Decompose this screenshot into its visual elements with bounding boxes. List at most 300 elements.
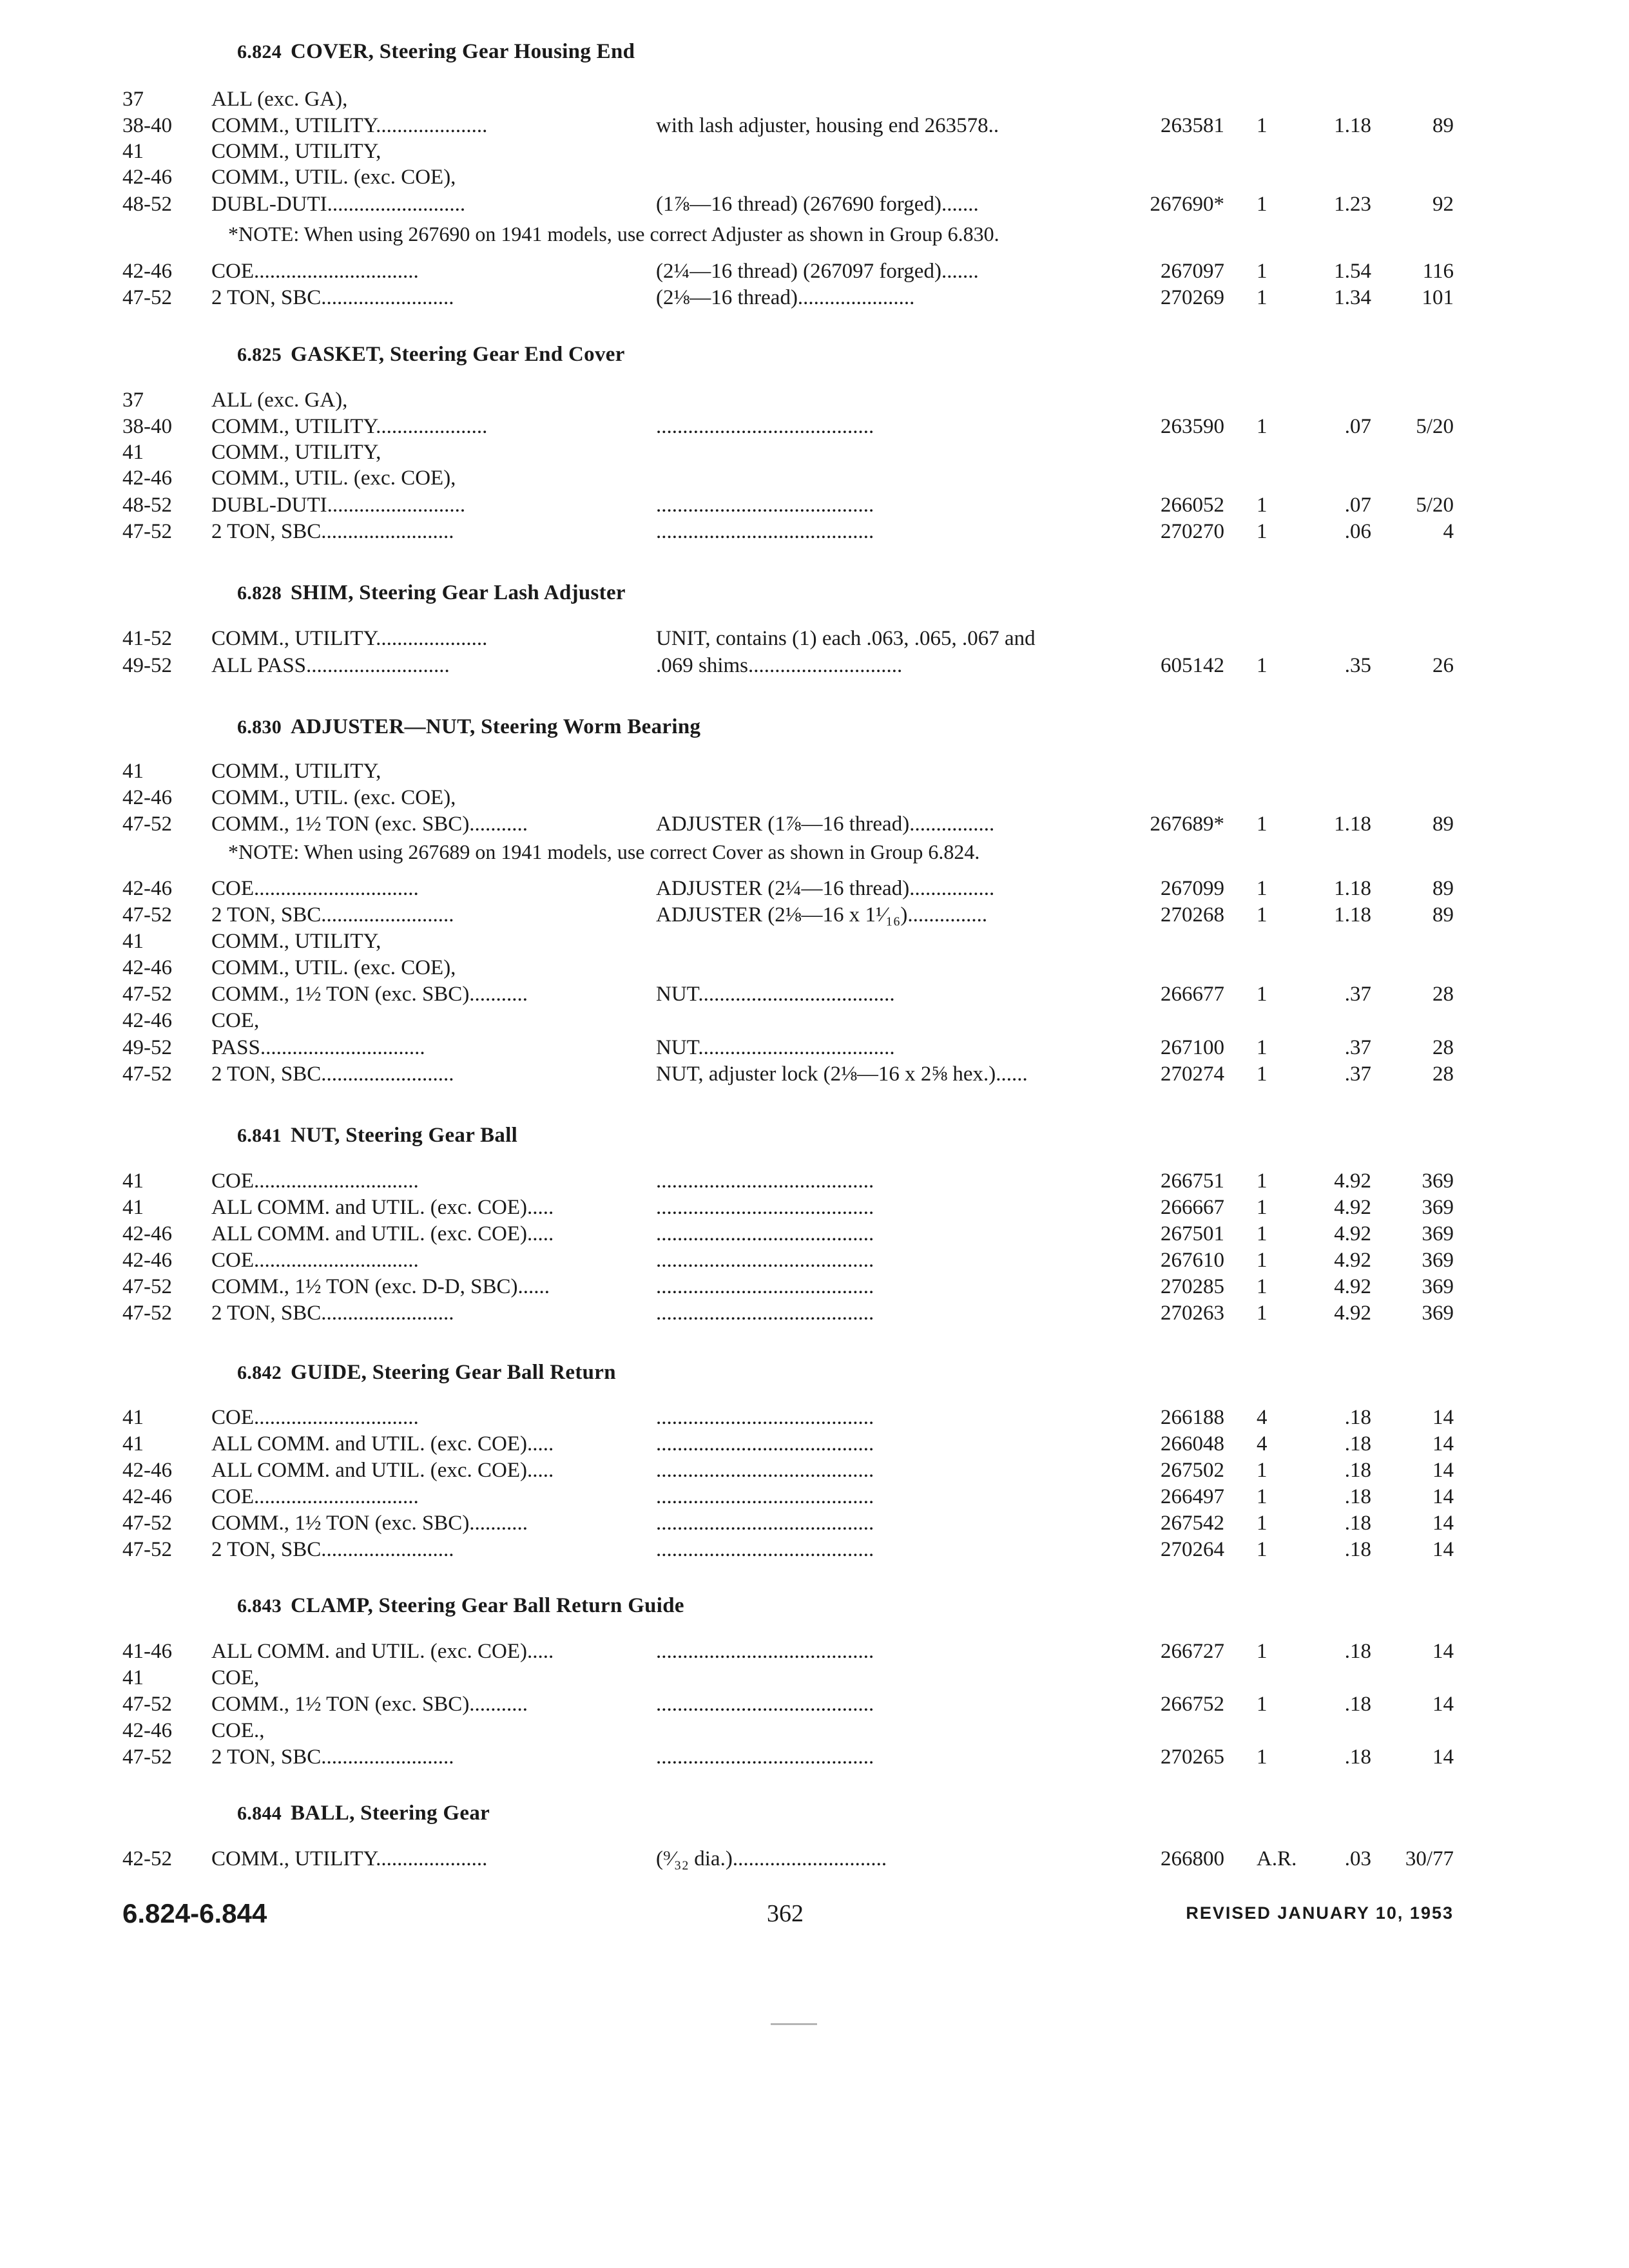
footer-revision-date: REVISED JANUARY 10, 1953	[1186, 1903, 1454, 1923]
weight-cell: 28	[1432, 1062, 1454, 1086]
model-cell: COMM., 1½ TON (exc. SBC)...........	[211, 983, 528, 1006]
price-cell: 1.18	[1334, 903, 1371, 927]
section-title: GASKET, Steering Gear End Cover	[291, 343, 625, 366]
quantity-cell: 1	[1257, 1036, 1268, 1059]
model-cell: COE,	[211, 1666, 260, 1689]
price-cell: 4.92	[1334, 1302, 1371, 1325]
weight-cell: 101	[1422, 286, 1454, 309]
parts-row	[0, 191, 1629, 218]
part-number-cell: 267099	[1161, 877, 1224, 900]
footer-page-number: 362	[767, 1900, 804, 1927]
section-heading	[237, 715, 700, 739]
part-number-cell: 270274	[1161, 1062, 1224, 1086]
quantity-cell: 1	[1257, 903, 1268, 927]
model-year-cell: 41	[122, 760, 144, 783]
quantity-cell: 1	[1257, 1459, 1268, 1482]
quantity-cell: 1	[1257, 1485, 1268, 1508]
description-cell: .069 shims.............................	[656, 654, 903, 677]
part-number-cell: 267690*	[1150, 193, 1224, 216]
parts-row	[0, 1536, 1629, 1563]
model-year-cell: 42-46	[122, 786, 172, 809]
parts-row	[0, 928, 1629, 955]
model-cell: COMM., UTIL. (exc. COE),	[211, 956, 456, 979]
model-year-cell: 42-46	[122, 1222, 172, 1245]
section-title: ADJUSTER—NUT, Steering Worm Bearing	[291, 715, 701, 738]
parts-row	[0, 1744, 1629, 1771]
model-cell: COMM., UTIL. (exc. COE),	[211, 166, 456, 189]
model-year-cell: 41	[122, 1169, 144, 1193]
model-cell: COMM., UTILITY,	[211, 930, 381, 953]
model-cell: COMM., 1½ TON (exc. SBC)...........	[211, 812, 528, 836]
part-number-cell: 270285	[1161, 1275, 1224, 1298]
model-cell: DUBL-DUTI..........................	[211, 193, 466, 216]
parts-row	[0, 784, 1629, 811]
parts-row	[0, 164, 1629, 191]
model-year-cell: 42-46	[122, 166, 172, 189]
model-cell: ALL COMM. and UTIL. (exc. COE).....	[211, 1640, 554, 1663]
parts-row	[0, 1168, 1629, 1195]
section-title: GUIDE, Steering Gear Ball Return	[291, 1361, 616, 1384]
model-cell: ALL (exc. GA),	[211, 88, 348, 111]
section-number: 6.843	[237, 1595, 282, 1617]
description-cell: .........................................	[656, 1406, 874, 1429]
parts-row	[0, 138, 1629, 165]
description-cell: (2⅛—16 thread)......................	[656, 286, 915, 309]
model-year-cell: 42-46	[122, 1009, 172, 1032]
quantity-cell: A.R.	[1257, 1847, 1297, 1870]
part-number-cell: 267542	[1161, 1512, 1224, 1535]
description-cell: .........................................	[656, 1275, 874, 1298]
parts-row	[0, 1430, 1629, 1457]
model-year-cell: 47-52	[122, 520, 172, 543]
weight-cell: 92	[1432, 193, 1454, 216]
part-number-cell: 270268	[1161, 903, 1224, 927]
price-cell: .18	[1344, 1538, 1371, 1561]
parts-row	[0, 1404, 1629, 1431]
model-year-cell: 41	[122, 1432, 144, 1456]
description-cell: .........................................	[656, 1693, 874, 1716]
model-year-cell: 41-46	[122, 1640, 172, 1663]
model-cell: COE...............................	[211, 1169, 419, 1193]
section-number: 6.830	[237, 716, 282, 738]
model-cell: ALL COMM. and UTIL. (exc. COE).....	[211, 1222, 554, 1245]
parts-row	[0, 1510, 1629, 1537]
model-year-cell: 41-52	[122, 627, 172, 650]
section-heading	[237, 343, 625, 367]
description-cell: .........................................	[656, 1538, 874, 1561]
model-cell: COMM., UTIL. (exc. COE),	[211, 466, 456, 490]
footer-group-range: 6.824-6.844	[122, 1898, 267, 1928]
model-cell: COE...............................	[211, 1406, 419, 1429]
model-cell: ALL PASS...........................	[211, 654, 450, 677]
description-cell: .........................................	[656, 1512, 874, 1535]
section-heading	[237, 581, 626, 605]
part-number-cell: 266497	[1161, 1485, 1224, 1508]
quantity-cell: 1	[1257, 1222, 1268, 1245]
description-cell: (⁹⁄₃₂ dia.).............................	[656, 1847, 887, 1870]
model-year-cell: 48-52	[122, 494, 172, 517]
part-number-cell: 266052	[1161, 494, 1224, 517]
price-cell: .37	[1344, 983, 1371, 1006]
quantity-cell: 1	[1257, 1693, 1268, 1716]
quantity-cell: 1	[1257, 1275, 1268, 1298]
part-number-cell: 270265	[1161, 1745, 1224, 1769]
parts-row	[0, 811, 1629, 838]
quantity-cell: 1	[1257, 286, 1268, 309]
parts-row	[0, 413, 1629, 440]
price-cell: 4.92	[1334, 1169, 1371, 1193]
description-cell: with lash adjuster, housing end 263578..	[656, 114, 999, 137]
parts-row	[0, 1691, 1629, 1718]
description-cell: (1⅞—16 thread) (267690 forged).......	[656, 193, 979, 216]
model-cell: COMM., UTILITY.....................	[211, 415, 488, 438]
model-cell: COMM., UTILITY,	[211, 140, 381, 163]
parts-row	[0, 1007, 1629, 1034]
weight-cell: 14	[1432, 1485, 1454, 1508]
description-cell: .........................................	[656, 520, 874, 543]
quantity-cell: 1	[1257, 877, 1268, 900]
quantity-cell: 1	[1257, 1640, 1268, 1663]
parts-row	[0, 1638, 1629, 1665]
weight-cell: 89	[1432, 812, 1454, 836]
model-cell: COMM., UTILITY,	[211, 441, 381, 464]
weight-cell: 369	[1422, 1196, 1454, 1219]
model-year-cell: 47-52	[122, 983, 172, 1006]
part-number-cell: 270269	[1161, 286, 1224, 309]
part-number-cell: 266188	[1161, 1406, 1224, 1429]
description-cell: NUT, adjuster lock (2⅛—16 x 2⅝ hex.)......	[656, 1062, 1028, 1086]
model-cell: COMM., 1½ TON (exc. SBC)...........	[211, 1693, 528, 1716]
model-cell: COE...............................	[211, 260, 419, 283]
price-cell: .35	[1344, 654, 1371, 677]
description-cell: .........................................	[656, 1302, 874, 1325]
part-number-cell: 266677	[1161, 983, 1224, 1006]
description-cell: .........................................	[656, 1249, 874, 1272]
weight-cell: 89	[1432, 903, 1454, 927]
price-cell: 1.18	[1334, 877, 1371, 900]
quantity-cell: 4	[1257, 1406, 1268, 1429]
parts-row	[0, 112, 1629, 139]
quantity-cell: 4	[1257, 1432, 1268, 1456]
quantity-cell: 1	[1257, 1169, 1268, 1193]
model-year-cell: 41	[122, 1666, 144, 1689]
price-cell: .18	[1344, 1512, 1371, 1535]
model-year-cell: 47-52	[122, 1302, 172, 1325]
footnote: *NOTE: When using 267690 on 1941 models, use correct Adjuster as shown in Group 6.830.	[228, 222, 999, 245]
price-cell: 4.92	[1334, 1249, 1371, 1272]
quantity-cell: 1	[1257, 415, 1268, 438]
part-number-cell: 266752	[1161, 1693, 1224, 1716]
section-number: 6.828	[237, 582, 282, 604]
description-cell: (2¼—16 thread) (267097 forged).......	[656, 260, 979, 283]
price-cell: .18	[1344, 1640, 1371, 1663]
part-number-cell: 605142	[1161, 654, 1224, 677]
weight-cell: 14	[1432, 1640, 1454, 1663]
weight-cell: 14	[1432, 1406, 1454, 1429]
model-year-cell: 47-52	[122, 1538, 172, 1561]
part-number-cell: 267689*	[1150, 812, 1224, 836]
description-cell: UNIT, contains (1) each .063, .065, .067 and	[656, 627, 1036, 650]
model-year-cell: 42-46	[122, 260, 172, 283]
parts-row	[0, 86, 1629, 113]
parts-row	[0, 1247, 1629, 1274]
model-year-cell: 42-46	[122, 956, 172, 979]
description-cell: ADJUSTER (2⅛—16 x 1¹⁄₁₆)...............	[656, 903, 988, 927]
parts-row	[0, 492, 1629, 519]
model-cell: 2 TON, SBC.........................	[211, 1538, 454, 1561]
model-year-cell: 42-46	[122, 1249, 172, 1272]
part-number-cell: 267610	[1161, 1249, 1224, 1272]
section-heading	[237, 1361, 616, 1385]
model-year-cell: 47-52	[122, 286, 172, 309]
description-cell: NUT.....................................	[656, 983, 895, 1006]
weight-cell: 369	[1422, 1275, 1454, 1298]
quantity-cell: 1	[1257, 1512, 1268, 1535]
model-cell: 2 TON, SBC.........................	[211, 903, 454, 927]
part-number-cell: 267501	[1161, 1222, 1224, 1245]
model-cell: COE...............................	[211, 877, 419, 900]
section-number: 6.824	[237, 41, 282, 62]
model-cell: 2 TON, SBC.........................	[211, 1062, 454, 1086]
footnote: *NOTE: When using 267689 on 1941 models, use correct Cover as shown in Group 6.824.	[228, 840, 980, 863]
weight-cell: 14	[1432, 1432, 1454, 1456]
model-cell: ALL COMM. and UTIL. (exc. COE).....	[211, 1459, 554, 1482]
quantity-cell: 1	[1257, 114, 1268, 137]
weight-cell: 14	[1432, 1538, 1454, 1561]
description-cell: .........................................	[656, 494, 874, 517]
parts-row	[0, 625, 1629, 652]
price-cell: .03	[1344, 1847, 1371, 1870]
description-cell: .........................................	[656, 1196, 874, 1219]
quantity-cell: 1	[1257, 1745, 1268, 1769]
section-number: 6.844	[237, 1803, 282, 1824]
price-cell: .37	[1344, 1036, 1371, 1059]
section-heading	[237, 40, 635, 64]
parts-row	[0, 465, 1629, 492]
weight-cell: 26	[1432, 654, 1454, 677]
model-year-cell: 41	[122, 930, 144, 953]
section-title: COVER, Steering Gear Housing End	[291, 40, 635, 63]
weight-cell: 369	[1422, 1169, 1454, 1193]
description-cell: .........................................	[656, 415, 874, 438]
price-cell: 4.92	[1334, 1275, 1371, 1298]
quantity-cell: 1	[1257, 1302, 1268, 1325]
part-number-cell: 266800	[1161, 1847, 1224, 1870]
price-cell: .37	[1344, 1062, 1371, 1086]
parts-row	[0, 758, 1629, 785]
section-title: BALL, Steering Gear	[291, 1802, 490, 1825]
model-cell: COMM., UTILITY.....................	[211, 627, 488, 650]
quantity-cell: 1	[1257, 983, 1268, 1006]
quantity-cell: 1	[1257, 1249, 1268, 1272]
price-cell: .07	[1344, 415, 1371, 438]
parts-row	[0, 1273, 1629, 1300]
parts-row	[0, 1034, 1629, 1061]
model-year-cell: 47-52	[122, 1693, 172, 1716]
quantity-cell: 1	[1257, 1062, 1268, 1086]
description-cell: .........................................	[656, 1459, 874, 1482]
price-cell: .18	[1344, 1745, 1371, 1769]
quantity-cell: 1	[1257, 812, 1268, 836]
model-year-cell: 41	[122, 140, 144, 163]
weight-cell: 28	[1432, 983, 1454, 1006]
model-year-cell: 41	[122, 441, 144, 464]
part-number-cell: 263581	[1161, 114, 1224, 137]
part-number-cell: 270264	[1161, 1538, 1224, 1561]
part-number-cell: 266751	[1161, 1169, 1224, 1193]
model-cell: COMM., 1½ TON (exc. D-D, SBC)......	[211, 1275, 550, 1298]
model-year-cell: 47-52	[122, 1745, 172, 1769]
model-year-cell: 42-46	[122, 466, 172, 490]
section-heading	[237, 1802, 490, 1825]
model-cell: COMM., UTILITY.....................	[211, 1847, 488, 1870]
model-cell: 2 TON, SBC.........................	[211, 520, 454, 543]
description-cell: .........................................	[656, 1432, 874, 1456]
part-number-cell: 263590	[1161, 415, 1224, 438]
quantity-cell: 1	[1257, 260, 1268, 283]
parts-row	[0, 1300, 1629, 1327]
weight-cell: 30/77	[1405, 1847, 1454, 1870]
parts-row	[0, 1717, 1629, 1744]
model-year-cell: 49-52	[122, 654, 172, 677]
price-cell: .06	[1344, 520, 1371, 543]
parts-row	[0, 1061, 1629, 1088]
model-cell: COE...............................	[211, 1249, 419, 1272]
parts-row	[0, 284, 1629, 311]
parts-row	[0, 875, 1629, 902]
part-number-cell: 266727	[1161, 1640, 1224, 1663]
model-year-cell: 48-52	[122, 193, 172, 216]
weight-cell: 369	[1422, 1302, 1454, 1325]
model-year-cell: 47-52	[122, 1062, 172, 1086]
model-year-cell: 42-46	[122, 877, 172, 900]
model-cell: PASS...............................	[211, 1036, 425, 1059]
price-cell: 1.23	[1334, 193, 1371, 216]
model-year-cell: 42-52	[122, 1847, 172, 1870]
model-year-cell: 41	[122, 1406, 144, 1429]
model-cell: 2 TON, SBC.........................	[211, 286, 454, 309]
quantity-cell: 1	[1257, 1538, 1268, 1561]
part-number-cell: 270270	[1161, 520, 1224, 543]
parts-row	[0, 1845, 1629, 1872]
description-cell: ADJUSTER (2¼—16 thread)................	[656, 877, 995, 900]
model-year-cell: 41	[122, 1196, 144, 1219]
parts-row	[0, 981, 1629, 1008]
parts-row	[0, 1664, 1629, 1691]
model-cell: COE...............................	[211, 1485, 419, 1508]
section-heading	[237, 1594, 684, 1618]
model-year-cell: 37	[122, 389, 144, 412]
description-cell: .........................................	[656, 1745, 874, 1769]
model-year-cell: 38-40	[122, 415, 172, 438]
weight-cell: 369	[1422, 1249, 1454, 1272]
part-number-cell: 267100	[1161, 1036, 1224, 1059]
quantity-cell: 1	[1257, 494, 1268, 517]
price-cell: 1.54	[1334, 260, 1371, 283]
description-cell: .........................................	[656, 1169, 874, 1193]
model-cell: ALL COMM. and UTIL. (exc. COE).....	[211, 1196, 554, 1219]
model-year-cell: 47-52	[122, 903, 172, 927]
model-year-cell: 37	[122, 88, 144, 111]
model-cell: COE.,	[211, 1719, 265, 1742]
price-cell: .18	[1344, 1459, 1371, 1482]
price-cell: 4.92	[1334, 1196, 1371, 1219]
model-cell: ALL COMM. and UTIL. (exc. COE).....	[211, 1432, 554, 1456]
model-year-cell: 47-52	[122, 1275, 172, 1298]
parts-row	[0, 1483, 1629, 1510]
price-cell: 4.92	[1334, 1222, 1371, 1245]
parts-row	[0, 652, 1629, 679]
price-cell: .18	[1344, 1693, 1371, 1716]
parts-row	[0, 954, 1629, 981]
model-cell: 2 TON, SBC.........................	[211, 1302, 454, 1325]
weight-cell: 14	[1432, 1693, 1454, 1716]
model-cell: COMM., UTILITY,	[211, 760, 381, 783]
price-cell: 1.18	[1334, 812, 1371, 836]
model-cell: ALL (exc. GA),	[211, 389, 348, 412]
section-heading	[237, 1124, 517, 1148]
model-cell: COMM., 1½ TON (exc. SBC)...........	[211, 1512, 528, 1535]
parts-row	[0, 901, 1629, 928]
section-number: 6.841	[237, 1125, 282, 1146]
description-cell: NUT.....................................	[656, 1036, 895, 1059]
weight-cell: 14	[1432, 1512, 1454, 1535]
section-number: 6.842	[237, 1362, 282, 1383]
weight-cell: 369	[1422, 1222, 1454, 1245]
model-year-cell: 49-52	[122, 1036, 172, 1059]
weight-cell: 4	[1443, 520, 1454, 543]
model-cell: COMM., UTIL. (exc. COE),	[211, 786, 456, 809]
weight-cell: 89	[1432, 877, 1454, 900]
quantity-cell: 1	[1257, 654, 1268, 677]
price-cell: .07	[1344, 494, 1371, 517]
model-year-cell: 47-52	[122, 812, 172, 836]
part-number-cell: 267502	[1161, 1459, 1224, 1482]
price-cell: 1.34	[1334, 286, 1371, 309]
parts-row	[0, 518, 1629, 545]
weight-cell: 89	[1432, 114, 1454, 137]
section-title: SHIM, Steering Gear Lash Adjuster	[291, 581, 626, 604]
price-cell: .18	[1344, 1406, 1371, 1429]
weight-cell: 14	[1432, 1745, 1454, 1769]
part-number-cell: 266048	[1161, 1432, 1224, 1456]
scan-artifact-line	[771, 2023, 817, 2025]
parts-row	[0, 439, 1629, 466]
weight-cell: 14	[1432, 1459, 1454, 1482]
weight-cell: 5/20	[1416, 415, 1454, 438]
price-cell: .18	[1344, 1485, 1371, 1508]
description-cell: .........................................	[656, 1222, 874, 1245]
model-year-cell: 42-46	[122, 1719, 172, 1742]
parts-row	[0, 387, 1629, 414]
part-number-cell: 267097	[1161, 260, 1224, 283]
model-year-cell: 42-46	[122, 1459, 172, 1482]
part-number-cell: 270263	[1161, 1302, 1224, 1325]
price-cell: 1.18	[1334, 114, 1371, 137]
description-cell: .........................................	[656, 1485, 874, 1508]
parts-row	[0, 258, 1629, 285]
parts-row	[0, 1457, 1629, 1484]
section-number: 6.825	[237, 344, 282, 365]
weight-cell: 5/20	[1416, 494, 1454, 517]
model-year-cell: 42-46	[122, 1485, 172, 1508]
parts-row	[0, 1220, 1629, 1247]
quantity-cell: 1	[1257, 520, 1268, 543]
model-cell: COE,	[211, 1009, 260, 1032]
model-year-cell: 47-52	[122, 1512, 172, 1535]
model-cell: 2 TON, SBC.........................	[211, 1745, 454, 1769]
model-cell: DUBL-DUTI..........................	[211, 494, 466, 517]
